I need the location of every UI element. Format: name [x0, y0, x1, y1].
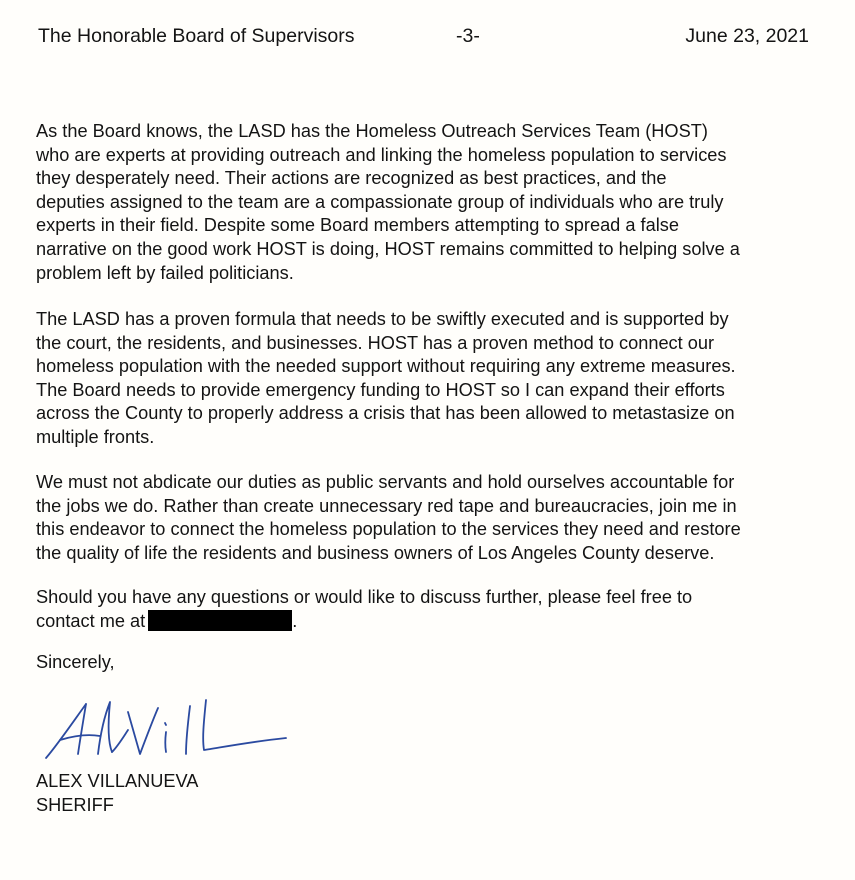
- p1-line-3: they desperately need. Their actions are recognized as best practices, and the: [36, 168, 667, 189]
- p2-line-1: The LASD has a proven formula that needs to be swiftly executed and is supported by: [36, 309, 729, 329]
- p2-line-6: multiple fronts.: [36, 426, 155, 447]
- addressee: The Honorable Board of Supervisors: [38, 25, 355, 47]
- p2-line-5: across the County to properly address a crisis that has been allowed to metastasize on: [36, 403, 735, 424]
- contact-prefix: contact me at: [36, 610, 146, 631]
- handwritten-signature: [28, 692, 298, 777]
- p3-line-3: this endeavor to connect the homeless population to the services they need and restore: [36, 519, 741, 540]
- contact-line-1: Should you have any questions or would like to discuss further, please feel free to: [36, 587, 693, 607]
- p1-line-5: experts in their field. Despite some Board members attempting to spread a false: [36, 215, 679, 236]
- page-number: -3-: [456, 25, 480, 47]
- signer-title: SHERIFF: [36, 794, 114, 815]
- p3-line-2: the jobs we do. Rather than create unnecessary red tape and bureaucracies, join me in: [36, 495, 737, 516]
- contact-period: .: [292, 610, 298, 631]
- letter-header: [38, 25, 809, 49]
- contact-line-2: [36, 610, 836, 634]
- signer-name: ALEX VILLANUEVA: [36, 771, 199, 791]
- p3-line-1: We must not abdicate our duties as public servants and hold ourselves accountable for: [36, 472, 735, 492]
- letter-date: June 23, 2021: [685, 25, 809, 47]
- closing: Sincerely,: [36, 652, 115, 672]
- paragraph-host-overview: [36, 120, 836, 285]
- p2-line-4: The Board needs to provide emergency funding to HOST so I can expand their efforts: [36, 379, 725, 400]
- p1-line-1: As the Board knows, the LASD has the Homeless Outreach Services Team (HOST): [36, 121, 708, 141]
- p1-line-4: deputies assigned to the team are a compassionate group of individuals who are truly: [36, 191, 724, 212]
- p2-line-3: homeless population with the needed support without requiring any extreme measures.: [36, 356, 736, 377]
- p1-line-7: problem left by failed politicians.: [36, 262, 294, 283]
- p1-line-2: who are experts at providing outreach and linking the homeless population to services: [36, 144, 727, 165]
- signature-block: [36, 770, 198, 817]
- p1-line-6: narrative on the good work HOST is doing, HOST remains committed to helping solve a: [36, 238, 740, 259]
- p3-line-4: the quality of life the residents and business owners of Los Angeles County deserve.: [36, 542, 715, 563]
- paragraph-accountability: [36, 471, 836, 565]
- paragraph-funding-request: [36, 308, 836, 450]
- redacted-contact-block: [148, 610, 292, 631]
- p2-line-2: the court, the residents, and businesses. HOST has a proven method to connect our: [36, 332, 715, 353]
- paragraph-contact: [36, 586, 836, 633]
